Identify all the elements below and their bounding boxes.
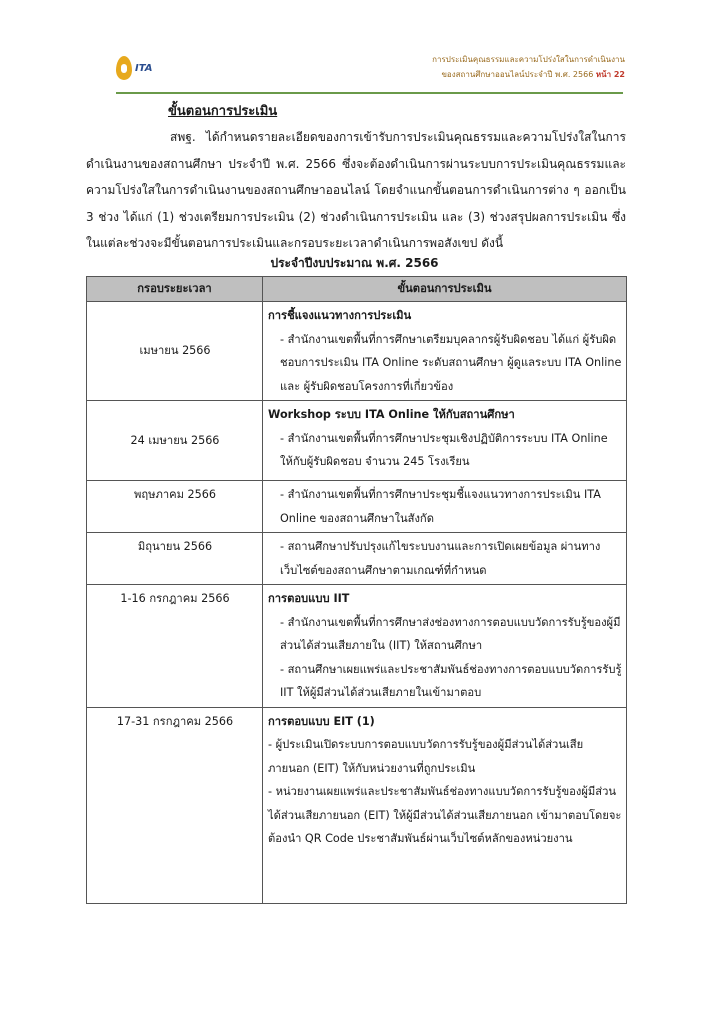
- step-line: - หน่วยงานเผยแพร่และประชาสัมพันธ์ช่องทางแบบวัดการรับรู้ของผู้มีส่วนได้ส่วนเสียภายนอก (EIT) ให้ผู้มีส่วนได้ส่วนเสียภายนอก เข้ามาตอบโดยจะต้องนำ QR Code ประชาสัมพันธ์ผ่านเว็บไซต์หลักของหน่วยงาน: [268, 785, 622, 845]
- steps-cell: [263, 707, 627, 903]
- running-header: [432, 52, 625, 82]
- step-line: - สำนักงานเขตพื้นที่การศึกษาส่งช่องทางการตอบแบบวัดการรับรู้ของผู้มีส่วนได้ส่วนเสียภายใน (IIT) ให้สถานศึกษา: [280, 615, 621, 652]
- ita-drop-icon: [116, 56, 132, 80]
- table-caption: ประจำปีงบประมาณ พ.ศ. 2566: [270, 256, 439, 270]
- period-cell: เมษายน 2566: [87, 302, 263, 401]
- steps-cell: [263, 585, 627, 708]
- intro-paragraph: [86, 124, 626, 257]
- intro-text: สพฐ. ได้กำหนดรายละเอียดของการเข้ารับการประเมินคุณธรรมและความโปร่งใสในการดำเนินงานของสถานศึกษา ประจำปี พ.ศ. 2566 ซึ่งจะต้องดำเนินการผ่านระบบการประเมินคุณธรรมและความโปร่งใสในการดำเนินงานของสถานศึกษาออนไลน์ โดยจำแนกขั้นตอนการดำเนินการต่าง ๆ ออกเป็น 3 ช่วง ได้แก่ (1) ช่วงเตรียมการประเมิน (2) ช่วงดำเนินการประเมิน และ (3) ช่วงสรุปผลการประเมิน ซึ่งในแต่ละช่วงจะมีขั้นตอนการประเมินและกรอบระยะเวลาดำเนินการพอสังเขป ดังนี้: [86, 130, 626, 251]
- header-divider: [116, 92, 623, 94]
- step-line: - สำนักงานเขตพื้นที่การศึกษาประชุมเชิงปฏิบัติการระบบ ITA Online ให้กับผู้รับผิดชอบ จำนวน 245 โรงเรียน: [280, 431, 608, 468]
- column-header-period: กรอบระยะเวลา: [87, 277, 263, 302]
- period-cell: มิถุนายน 2566: [87, 533, 263, 585]
- section-title: ขั้นตอนการประเมิน: [168, 104, 278, 119]
- schedule-table: [86, 276, 627, 904]
- step-heading: การตอบแบบ EIT (1): [268, 714, 375, 728]
- step-heading: การตอบแบบ IIT: [268, 592, 350, 605]
- step-line: - สำนักงานเขตพื้นที่การศึกษาประชุมชี้แจงแนวทางการประเมิน ITA Online ของสถานศึกษาในสังกัด: [280, 488, 601, 525]
- table-row: [87, 585, 627, 708]
- steps-cell: [263, 401, 627, 481]
- table-row: [87, 481, 627, 533]
- header-line-2: [432, 67, 625, 82]
- table-row: [87, 401, 627, 481]
- period-cell: 24 เมษายน 2566: [87, 401, 263, 481]
- logo-text: ITA: [135, 62, 153, 74]
- step-line: - สำนักงานเขตพื้นที่การศึกษาเตรียมบุคลากรผู้รับผิดชอบ ได้แก่ ผู้รับผิดชอบการประเมิน ITA Online ระดับสถานศึกษา ผู้ดูแลระบบ ITA Online และ ผู้รับผิดชอบโครงการที่เกี่ยวข้อง: [280, 332, 622, 393]
- period-cell: พฤษภาคม 2566: [87, 481, 263, 533]
- column-header-steps: ขั้นตอนการประเมิน: [263, 277, 627, 302]
- header-line-2-text: ของสถานศึกษาออนไลน์ประจำปี พ.ศ. 2566: [441, 70, 594, 79]
- header-line-1: การประเมินคุณธรรมและความโปร่งใสในการดำเนินงาน: [432, 55, 625, 64]
- step-heading: การชี้แจงแนวทางการประเมิน: [268, 309, 412, 322]
- table-row: [87, 302, 627, 401]
- period-cell: 17-31 กรกฎาคม 2566: [87, 707, 263, 903]
- table-row: [87, 533, 627, 585]
- schedule-body: [87, 302, 627, 904]
- period-cell: 1-16 กรกฎาคม 2566: [87, 585, 263, 708]
- ita-logo: [116, 56, 153, 80]
- step-heading: Workshop ระบบ ITA Online ให้กับสถานศึกษา: [268, 408, 515, 421]
- step-line: - สถานศึกษาปรับปรุงแก้ไขระบบงานและการเปิดเผยข้อมูล ผ่านทางเว็บไซต์ของสถานศึกษาตามเกณฑ์ที่กำหนด: [280, 540, 601, 577]
- steps-cell: [263, 481, 627, 533]
- steps-cell: [263, 533, 627, 585]
- step-line: - สถานศึกษาเผยแพร่และประชาสัมพันธ์ช่องทางการตอบแบบวัดการรับรู้ IIT ให้ผู้มีส่วนได้ส่วนเสียภายในเข้ามาตอบ: [280, 662, 622, 699]
- steps-cell: [263, 302, 627, 401]
- table-row: [87, 707, 627, 903]
- step-line: - ผู้ประเมินเปิดระบบการตอบแบบวัดการรับรู้ของผู้มีส่วนได้ส่วนเสียภายนอก (EIT) ให้กับหน่วยงานที่ถูกประเมิน: [268, 738, 584, 775]
- table-header-row: [87, 277, 627, 302]
- page-number: หน้า 22: [595, 70, 625, 79]
